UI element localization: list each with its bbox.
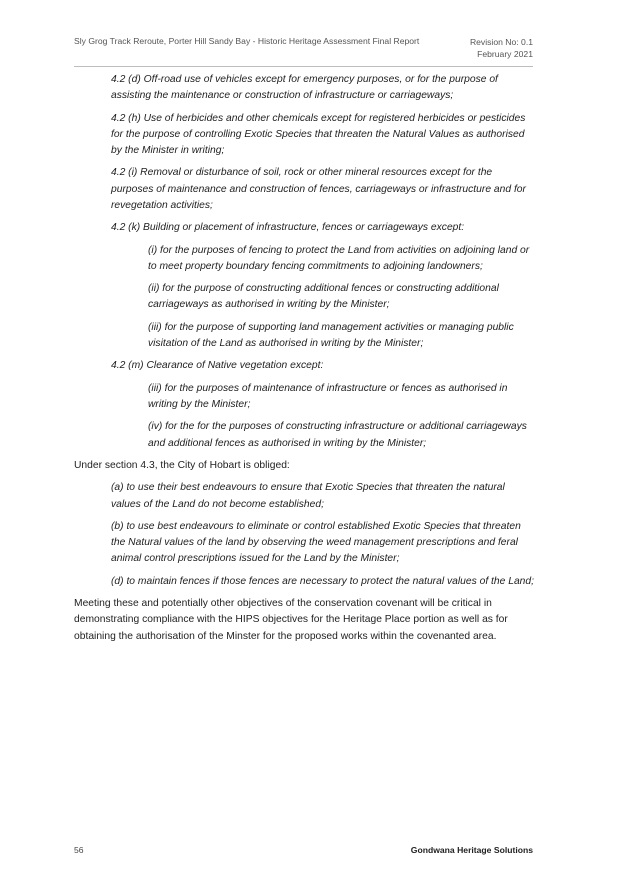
clause-4-2-k-i: (i) for the purposes of fencing to protect the Land from activities on adjoining land or to meet property boundary fencing commitments to adjoining landowners; [148, 244, 530, 272]
obligation-d: (d) to maintain fences if those fences are necessary to protect the natural values of the Land; [111, 575, 534, 587]
page-body [74, 72, 534, 645]
clause-4-2-m: 4.2 (m) Clearance of Native vegetation except: [111, 360, 324, 372]
header-divider [74, 66, 533, 67]
clause-4-2-h: 4.2 (h) Use of herbicides and other chemicals except for registered herbicides or pesticides for the purpose of controlling Exotic Species that threaten the Natural Values as authorised by the Minister in writing; [111, 112, 526, 156]
revision-block [470, 36, 533, 60]
clause-4-2-m-iv: (iv) for the for the purposes of constructing infrastructure or additional carriageways and additional fences as authorised in writing by the Minister; [148, 421, 527, 449]
summary-paragraph: Meeting these and potentially other objectives of the conservation covenant will be critical in demonstrating compliance with the HIPS objectives for the Heritage Place portion as well as for obtaining the authorisation of the Minster for the proposed works within the covenanted area. [74, 598, 508, 642]
clause-4-2-m-iii: (iii) for the purposes of maintenance of infrastructure or fences as authorised in writing by the Minister; [148, 382, 508, 410]
obligation-a: (a) to use their best endeavours to ensure that Exotic Species that threaten the natural values of the Land do not become established; [111, 482, 505, 510]
clause-4-2-k: 4.2 (k) Building or placement of infrastructure, fences or carriageways except: [111, 222, 465, 234]
footer-organisation: Gondwana Heritage Solutions [410, 845, 533, 855]
clause-4-2-i: 4.2 (i) Removal or disturbance of soil, rock or other mineral resources except for the purposes of maintenance and construction of fences, carriageways or infrastructure and for revegetation activities; [111, 167, 526, 211]
report-title: Sly Grog Track Reroute, Porter Hill Sandy Bay - Historic Heritage Assessment Final Report [74, 36, 420, 46]
clause-4-2-k-ii: (ii) for the purpose of constructing additional fences or constructing additional carriageways as authorised in writing by the Minister; [148, 283, 499, 311]
revision-date: February 2021 [477, 49, 533, 59]
clause-4-2-k-iii: (iii) for the purpose of supporting land management activities or managing public visitation of the Land as authorised in writing by the Minister; [148, 321, 514, 349]
revision-number: Revision No: 0.1 [469, 37, 533, 47]
clause-4-2-d: 4.2 (d) Off-road use of vehicles except for emergency purposes, or for the purpose of assisting the maintenance or construction of infrastructure or carriageways; [111, 74, 498, 102]
page-header [74, 34, 533, 66]
page-number: 56 [74, 845, 84, 855]
section-4-3-intro: Under section 4.3, the City of Hobart is obliged: [74, 459, 290, 471]
obligation-b: (b) to use best endeavours to eliminate or control established Exotic Species that threaten the Natural values of the land by observing the weed management prescriptions and feral animal control prescriptions issued for the Land by the Minister; [111, 520, 521, 565]
